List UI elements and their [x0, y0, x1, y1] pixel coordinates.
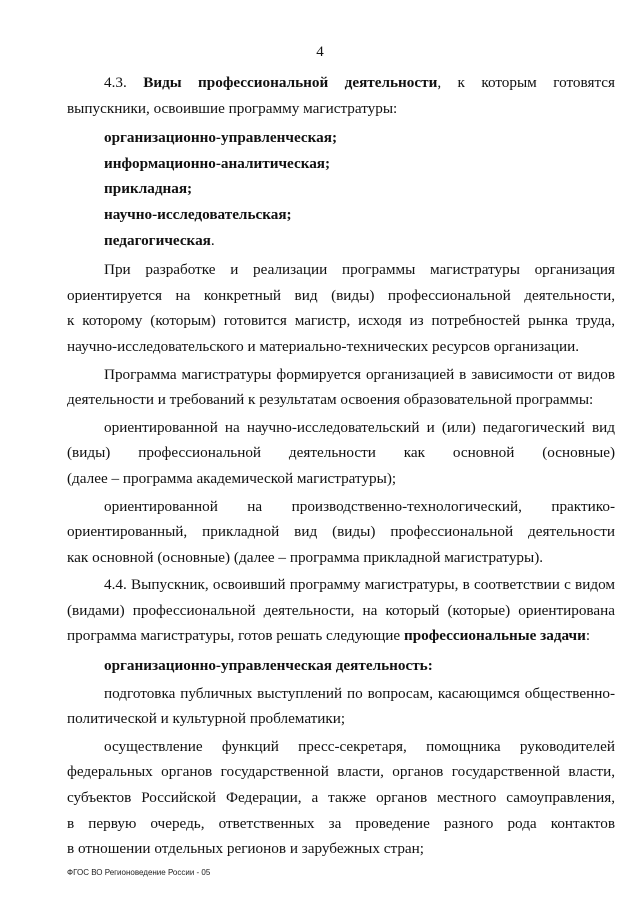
section-title-rest: , к которым готовятся: [437, 74, 615, 91]
activity-types-list: [67, 125, 615, 253]
section-4-3-line2: выпускники, освоившие программу магистратуры:: [67, 99, 398, 117]
paragraph-formed: [67, 362, 615, 413]
paragraph-line: в отношении отдельных регионов и зарубежных стран;: [67, 840, 425, 858]
page-content: [67, 70, 615, 862]
paragraph-line: к которому (которым) готовится магистр, исходя из потребностей рынка труда,: [67, 312, 615, 330]
paragraph-line: (далее – программа академической магистратуры);: [67, 469, 397, 487]
paragraph-line: федеральных органов государственной власти, органов государственной власти,: [67, 763, 615, 781]
list-item: прикладная;: [104, 180, 193, 198]
paragraph-line: в первую очередь, ответственных за проведение разного рода контактов: [67, 814, 615, 832]
paragraph-line: подготовка публичных выступлений по вопросам, касающимся общественно-: [104, 684, 615, 702]
page-footer: ФГОС ВО Регионоведение России - 05: [67, 868, 211, 877]
paragraph-line: как основной (основные) (далее – программа прикладной магистратуры).: [67, 548, 544, 566]
paragraph-line: деятельности и требований к результатам освоения образовательной программы:: [67, 391, 594, 409]
paragraph-line: При разработке и реализации программы магистратуры организация: [104, 261, 615, 279]
paragraph-line: (видами) профессиональной деятельности, на который (которые) ориентирована: [67, 601, 615, 619]
paragraph-line: программа магистратуры, готов решать следующие профессиональные задачи:: [67, 627, 591, 645]
list-item: организационно-управленческая;: [104, 129, 337, 147]
paragraph-development: [67, 257, 615, 359]
paragraph-line: Программа магистратуры формируется организацией в зависимости от видов: [104, 365, 615, 383]
page-number: 4: [316, 44, 324, 60]
paragraph-speeches: [67, 681, 615, 732]
paragraph-line: 4.4. Выпускник, освоивший программу магистратуры, в соответствии с видом: [104, 576, 615, 594]
paragraph-line: ориентированный, прикладной вид (виды) профессиональной деятельности: [67, 523, 615, 541]
section-title-bold: Виды профессиональной деятельности: [143, 74, 438, 91]
paragraph-applied: [67, 494, 615, 571]
paragraph-line: ориентируется на конкретный вид (виды) профессиональной деятельности,: [67, 286, 615, 304]
paragraph-line: ориентированной на производственно-технологический, практико-: [104, 497, 615, 515]
paragraph-line: политической и культурной проблематики;: [67, 710, 346, 728]
section-number: 4.3.: [104, 74, 127, 91]
section-4-3-heading: [67, 70, 615, 96]
paragraph-line: осуществление функций пресс-секретаря, помощника руководителей: [104, 737, 615, 755]
paragraph-line: субъектов Российской Федерации, а также органов местного самоуправления,: [67, 789, 615, 807]
paragraph-line: научно-исследовательского и материально-технических ресурсов организации.: [67, 337, 580, 355]
paragraph-line: (виды) профессиональной деятельности как основной (основные): [67, 444, 615, 462]
paragraph-line: ориентированной на научно-исследовательский и (или) педагогический вид: [104, 418, 615, 436]
list-item: научно-исследовательская;: [104, 205, 292, 223]
paragraph-press: [67, 734, 615, 862]
list-item: информационно-аналитическая;: [104, 154, 331, 172]
professional-tasks-bold: профессиональные задачи: [403, 627, 586, 645]
section-4-4: [67, 572, 615, 649]
paragraph-academic: [67, 415, 615, 492]
subheading: организационно-управленческая деятельность:: [104, 657, 433, 675]
list-item: педагогическая.: [104, 231, 215, 249]
